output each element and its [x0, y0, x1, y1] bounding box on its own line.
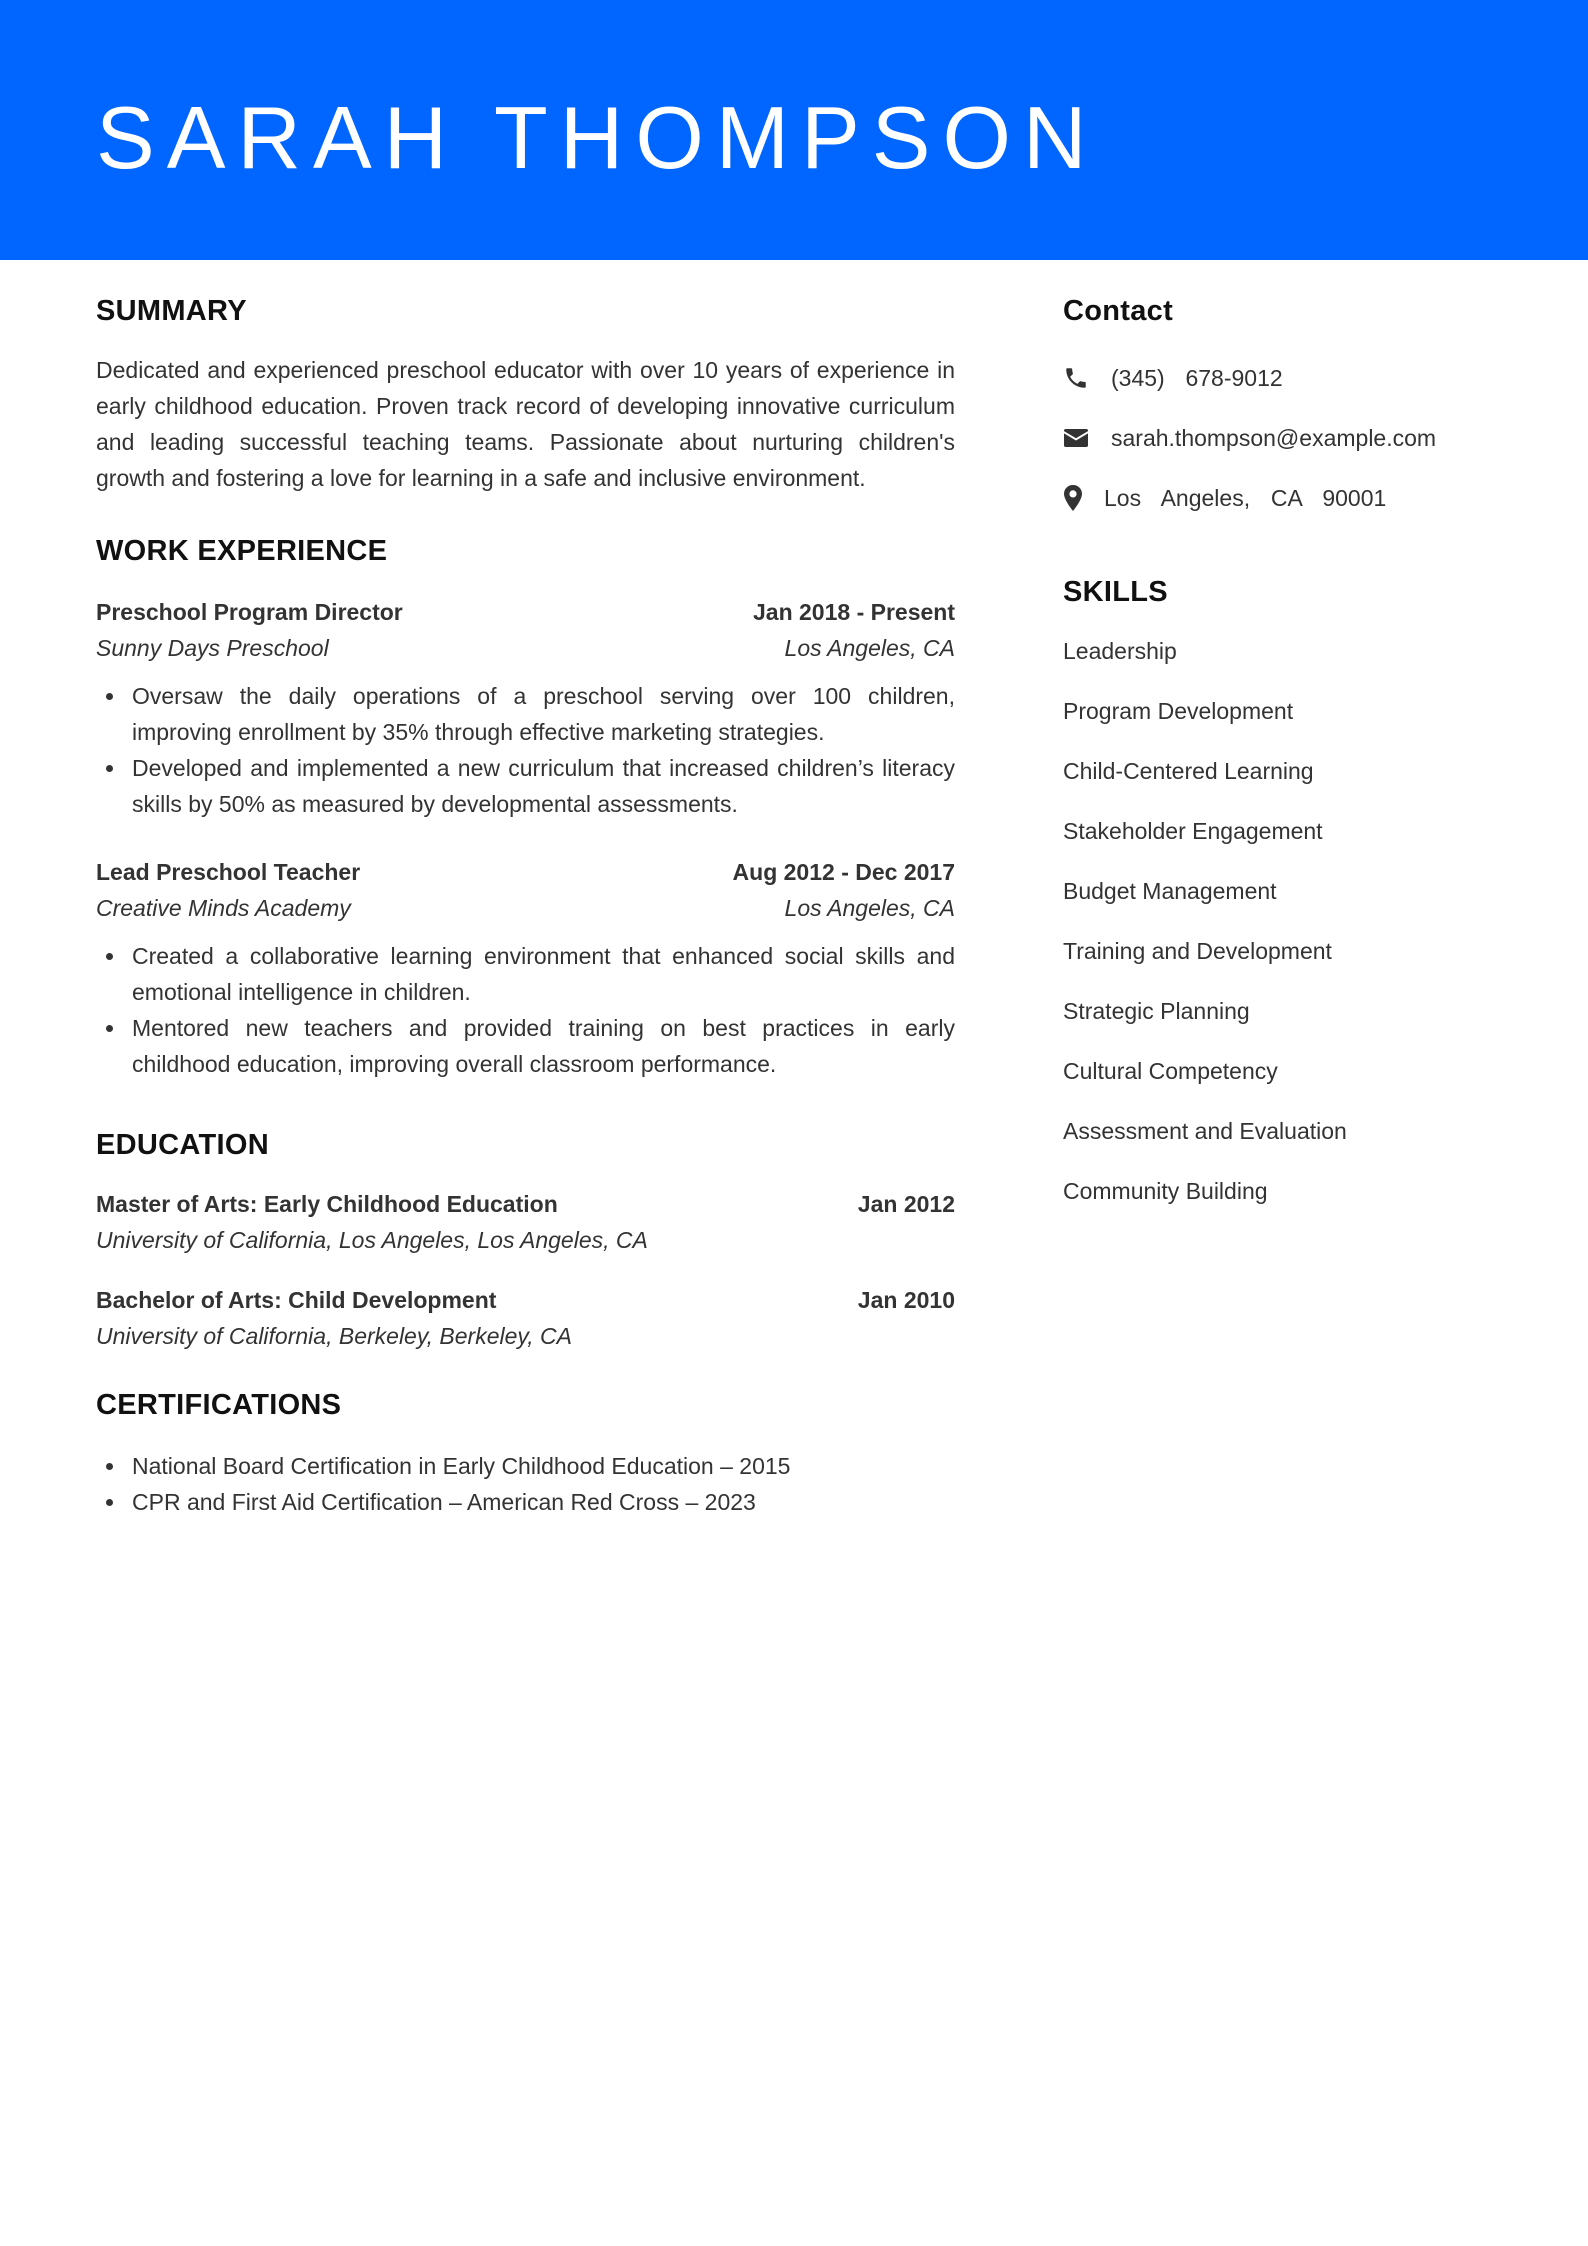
skill-item: Community Building [1063, 1178, 1268, 1204]
envelope-icon [1063, 427, 1089, 449]
skills-section [1063, 571, 1493, 1233]
job-location: Los Angeles, CA [784, 635, 955, 661]
certification-text: National Board Certification in Early Childhood Education – 2015 [132, 1453, 791, 1479]
skill-item: Stakeholder Engagement [1063, 818, 1323, 844]
job-entry [96, 594, 955, 822]
candidate-name: SARAH THOMPSON [96, 88, 1099, 187]
bullet-dot [106, 1463, 113, 1470]
education-entry [96, 1186, 955, 1258]
skill-item: Cultural Competency [1063, 1058, 1278, 1084]
bullet-text: Mentored new teachers and provided training on best practices in early childhood education, improving overall classroom performance. [132, 1015, 955, 1077]
job-bullets [96, 938, 955, 1082]
skill-item: Strategic Planning [1063, 998, 1250, 1024]
contact-email [1063, 417, 1493, 459]
degree-date: Jan 2012 [857, 1191, 955, 1217]
education-heading: EDUCATION [96, 1129, 269, 1161]
work-experience-heading: WORK EXPERIENCE [96, 535, 388, 567]
job-entry [96, 854, 955, 1082]
skill-item: Budget Management [1063, 878, 1277, 904]
skill-item: Training and Development [1063, 938, 1332, 964]
bullet-text: Developed and implemented a new curriculum that increased children’s literacy skills by 50% as measured by developmental assessments. [132, 755, 955, 817]
summary-section [96, 290, 955, 496]
bullet-dot [106, 1499, 113, 1506]
side-column [1063, 290, 1493, 1233]
school: University of California, Berkeley, Berkeley, CA [96, 1323, 572, 1349]
skill-item: Child-Centered Learning [1063, 758, 1314, 784]
job-company: Creative Minds Academy [96, 895, 351, 921]
address-text: Los Angeles, CA 90001 [1104, 484, 1387, 511]
job-company: Sunny Days Preschool [96, 635, 329, 661]
job-bullets [96, 678, 955, 822]
skill-item: Program Development [1063, 698, 1294, 724]
bullet-dot [106, 1025, 113, 1032]
bullet-text: Created a collaborative learning environment that enhanced social skills and emotional intelligence in children. [132, 943, 955, 1005]
skill-item: Leadership [1063, 638, 1177, 664]
contact-section [1063, 290, 1493, 519]
job-role: Preschool Program Director [96, 599, 403, 625]
skills-list [1063, 633, 1493, 1233]
bullet-item [96, 750, 955, 822]
bullet-text: Oversaw the daily operations of a preschool serving over 100 children, improving enrollment by 35% through effective marketing strategies. [132, 683, 955, 745]
bullet-item [96, 938, 955, 1010]
phone-icon [1063, 365, 1089, 391]
contact-heading: Contact [1063, 295, 1174, 327]
job-role: Lead Preschool Teacher [96, 859, 361, 885]
contact-address [1063, 477, 1493, 519]
skill-item: Assessment and Evaluation [1063, 1118, 1347, 1144]
job-location: Los Angeles, CA [784, 895, 955, 921]
phone-text: (345) 678-9012 [1111, 364, 1283, 391]
email-text: sarah.thompson@example.com [1111, 424, 1437, 451]
degree: Master of Arts: Early Childhood Education [96, 1191, 558, 1217]
map-pin-icon [1063, 485, 1083, 511]
skills-heading: SKILLS [1063, 576, 1168, 608]
job-dates: Jan 2018 - Present [752, 599, 955, 625]
summary-heading: SUMMARY [96, 295, 247, 327]
certifications-section [96, 1384, 955, 1520]
bullet-dot [106, 953, 113, 960]
contact-phone [1063, 357, 1493, 399]
education-entry [96, 1282, 955, 1354]
school: University of California, Los Angeles, Los Angeles, CA [96, 1227, 648, 1253]
work-experience-section [96, 530, 955, 1082]
header-banner [0, 0, 1588, 260]
degree-date: Jan 2010 [857, 1287, 955, 1313]
certification-text: CPR and First Aid Certification – American Red Cross – 2023 [132, 1489, 756, 1515]
bullet-dot [106, 693, 113, 700]
degree: Bachelor of Arts: Child Development [96, 1287, 497, 1313]
certifications-list [96, 1448, 955, 1520]
summary-text: Dedicated and experienced preschool educator with over 10 years of experience in early childhood education. Proven track record of developing innovative curriculum and leading successful teaching teams. Passionate about nurturing children's growth and fostering a love for learning in a safe and inclusive environment. [96, 357, 955, 491]
main-column [96, 290, 955, 1520]
job-dates: Aug 2012 - Dec 2017 [732, 859, 955, 885]
certification-item [96, 1484, 955, 1520]
certification-item [96, 1448, 955, 1484]
bullet-item [96, 1010, 955, 1082]
education-section [96, 1124, 955, 1354]
certifications-heading: CERTIFICATIONS [96, 1389, 342, 1421]
bullet-dot [106, 765, 113, 772]
bullet-item [96, 678, 955, 750]
